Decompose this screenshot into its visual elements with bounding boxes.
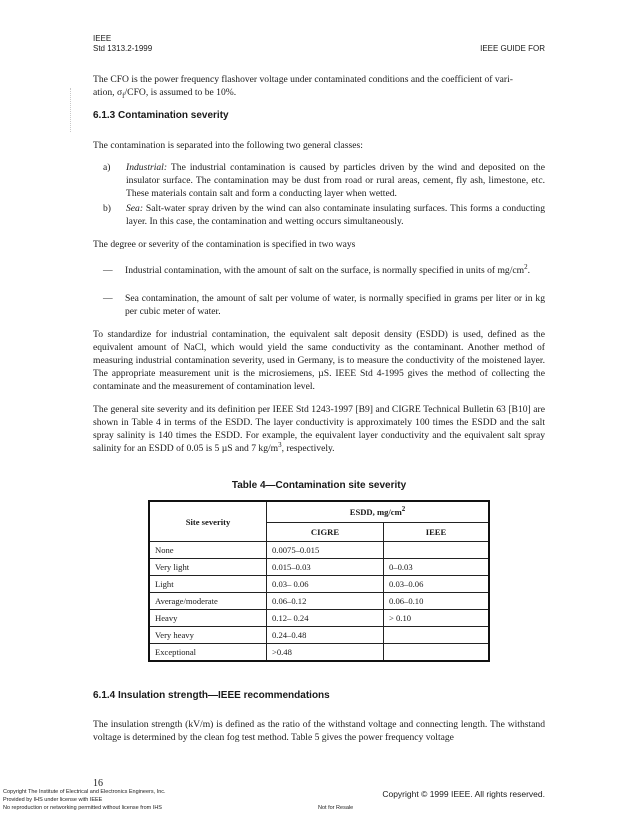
esdd-paragraph: To standardize for industrial contamination, the equivalent salt deposit density (ESDD) is used, defined as the equivalent amount of NaCl, which would yield the same conductivity as the contaminant. Another method of measuring industrial contamination severity, used in Germany, is to measure the conductivity of the moistened layer. The appropriate measurement unit is the microsiemens, µS. IEEE Std 4-1995 gives the method of collecting the contaminate and the measurement of contamination level. — [93, 329, 545, 392]
col-site-severity: Site severity — [149, 501, 267, 542]
general-severity-paragraph — [93, 403, 545, 455]
dash-2-text: Sea contamination, the amount of salt per volume of water, is normally specified in grams per liter or in kg per cubic meter of water. — [125, 293, 545, 317]
dash-2-symbol: — — [103, 293, 113, 304]
header-org: IEEE — [93, 34, 112, 43]
table-row — [149, 627, 489, 644]
margin-mark — [70, 88, 77, 132]
table-row — [149, 610, 489, 627]
cell-ieee: > 0.10 — [384, 610, 490, 627]
item-a-term: Industrial: — [126, 162, 168, 173]
cell-site: Light — [149, 576, 267, 593]
item-b-label: b) — [103, 203, 111, 214]
cell-ieee: 0.03–0.06 — [384, 576, 490, 593]
dash-1-text — [125, 264, 545, 277]
dash-1a: Industrial contamination, with the amount of salt on the surface, is normally specified in units of mg/cm — [125, 265, 525, 276]
item-a-label: a) — [103, 162, 111, 173]
cell-ieee — [384, 542, 490, 559]
table-row — [149, 644, 489, 662]
cell-cigre: 0.0075–0.015 — [267, 542, 384, 559]
intro-line1: The CFO is the power frequency flashover voltage under contaminated conditions and the coefficient of vari- — [93, 74, 513, 85]
intro-line2a: ation, σ — [93, 87, 123, 98]
header-std: Std 1313.2-1999 — [93, 44, 153, 53]
dash-1-symbol: — — [103, 265, 113, 276]
table-row — [149, 559, 489, 576]
general-a: The general site severity and its definition per IEEE Std 1243-1997 [B9] and CIGRE Technical Bulletin 63 [B10] are shown in Table 4 in terms of the ESDD. The layer conductivity is approximately 100 times the ESDD and the salt spray salinity is 140 times the ESDD. For example, the equivalent layer conductivity and the equivalent salt spray salinity for an ESDD of 0.05 is 5 µS and 7 kg/m — [93, 404, 545, 454]
table-4 — [148, 500, 490, 662]
cell-cigre: 0.24–0.48 — [267, 627, 384, 644]
cell-ieee: 0.06–0.10 — [384, 593, 490, 610]
cell-cigre: 0.12– 0.24 — [267, 610, 384, 627]
cell-ieee — [384, 627, 490, 644]
table-row — [149, 576, 489, 593]
dash-1b: . — [527, 265, 531, 276]
header-right: IEEE GUIDE FOR — [480, 44, 545, 53]
footer-small-3: No reproduction or networking permitted without license from IHS — [3, 805, 162, 811]
footer-small-1: Copyright The Institute of Electrical and Electronics Engineers, Inc. — [3, 789, 166, 795]
cell-site: None — [149, 542, 267, 559]
general-sup: 3 — [278, 440, 282, 449]
insulation-paragraph: The insulation strength (kV/m) is defined as the ratio of the withstand voltage and connecting length. The withstand voltage is determined by the clean fog test method. Table 5 gives the power frequency voltage — [93, 719, 545, 743]
item-a-text — [126, 161, 545, 200]
cell-cigre: >0.48 — [267, 644, 384, 662]
heading-6-1-3: 6.1.3 Contamination severity — [93, 110, 229, 121]
cell-ieee — [384, 644, 490, 662]
cell-site: Very heavy — [149, 627, 267, 644]
col-ieee: IEEE — [384, 523, 490, 542]
cell-site: Very light — [149, 559, 267, 576]
item-b-term: Sea: — [126, 203, 144, 214]
cell-cigre: 0.06–0.12 — [267, 593, 384, 610]
col-cigre: CIGRE — [267, 523, 384, 542]
cell-site: Exceptional — [149, 644, 267, 662]
table-row — [149, 542, 489, 559]
cell-ieee: 0–0.03 — [384, 559, 490, 576]
dash-1-sup: 2 — [524, 262, 528, 271]
heading-6-1-4: 6.1.4 Insulation strength—IEEE recommendations — [93, 690, 330, 701]
intro-line2b: /CFO, is assumed to be 10%. — [124, 87, 237, 98]
intro-line2-sub: f — [122, 91, 125, 100]
col-esdd — [267, 501, 490, 523]
page-number: 16 — [93, 778, 103, 789]
footer-small-2: Provided by IHS under license with IEEE — [3, 797, 103, 803]
cell-cigre: 0.015–0.03 — [267, 559, 384, 576]
classes-lead: The contamination is separated into the following two general classes: — [93, 140, 363, 151]
general-b: , respectively. — [281, 443, 335, 454]
intro-paragraph — [93, 73, 545, 99]
table-4-caption: Table 4—Contamination site severity — [231, 480, 407, 491]
table-4-body — [149, 542, 489, 662]
footer-resale: Not for Resale — [318, 805, 354, 811]
col-esdd-sup: 2 — [401, 505, 406, 514]
item-b-body: Salt-water spray driven by the wind can also contaminate insulating surfaces. This forms a conducting layer. In this case, the contamination and wetting occurs simultaneously. — [126, 203, 545, 227]
table-row — [149, 593, 489, 610]
item-a-body: The industrial contamination is caused by particles driven by the wind and deposited on the insulator surface. The contamination may be dust from road or rural areas, cement, fly ash, limestone, etc. These materials contain salt and form a conducting layer when wetted. — [126, 162, 545, 199]
col-esdd-text: ESDD, mg/cm — [349, 507, 402, 517]
cell-cigre: 0.03– 0.06 — [267, 576, 384, 593]
item-b-text — [126, 202, 545, 228]
footer-copyright: Copyright © 1999 IEEE. All rights reserved. — [382, 789, 545, 799]
degree-lead: The degree or severity of the contamination is specified in two ways — [93, 239, 356, 250]
cell-site: Heavy — [149, 610, 267, 627]
cell-site: Average/moderate — [149, 593, 267, 610]
